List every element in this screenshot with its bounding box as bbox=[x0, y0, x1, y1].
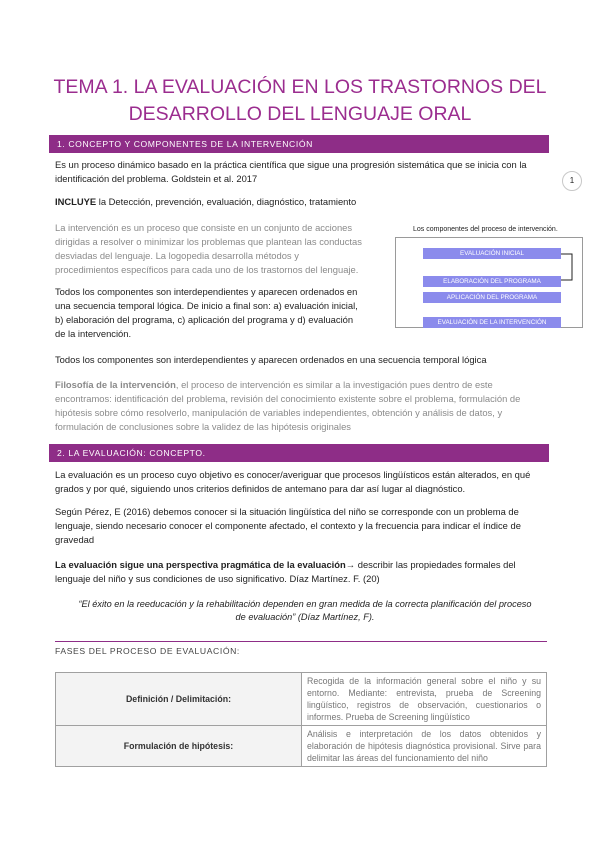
text-line: Todos los componentes son interdependientes y aparecen ordenados en bbox=[55, 286, 358, 297]
diagram-box-evaluacion-intervencion: EVALUACIÓN DE LA INTERVENCIÓN bbox=[423, 317, 561, 328]
title-line-1: TEMA 1. LA EVALUACIÓN EN LOS TRASTORNOS DEL bbox=[53, 76, 547, 98]
section-2-paragraph-1 bbox=[55, 468, 547, 496]
text-line: hipótesis sobre cómo resolverlo, manipulación de variables independientes, obtención y análisis de datos, y bbox=[55, 407, 503, 418]
quote bbox=[70, 598, 540, 624]
table-cell-text: Recogida de la información general sobre el niño y su entorno. Mediante: entrevista, prueba de Screening lingüístico, registros de observación, cuestionarios o informes. Prueba de Screening lingüístico bbox=[302, 673, 547, 726]
text-line: formulación de conclusiones sobre la validez de las hipótesis originales bbox=[55, 421, 351, 432]
includes-label: INCLUYE bbox=[55, 196, 97, 207]
section-2-paragraph-3 bbox=[55, 558, 547, 586]
text-line: La intervención es un proceso que consiste en un conjunto de acciones bbox=[55, 222, 353, 233]
text-line: lenguaje, siendo necesario conocer el componente afectado, el contexto y la frecuencia para indicar el índice de bbox=[55, 520, 521, 531]
text-line: lenguaje del niño y sus condiciones de uso significativo. Díaz Martínez. F. (20) bbox=[55, 573, 380, 584]
text-line: Es un proceso dinámico basado en la práctica científica que sigue una progresión sistemática que se inicia con la bbox=[55, 159, 527, 170]
section-1-paragraph-3 bbox=[55, 221, 375, 277]
text-line: grados y por qué, siguiendo unos criterios definidos de antemano para dar así lugar al diagnóstico. bbox=[55, 483, 466, 494]
diagram-box-aplicacion: APLICACIÓN DEL PROGRAMA bbox=[423, 292, 561, 303]
text-line: dirigidas a resolver o minimizar los problemas que plantean las conductas bbox=[55, 236, 362, 247]
section-1-paragraph-4 bbox=[55, 285, 375, 341]
text-line: b) elaboración del programa, c) aplicación del programa y d) evaluación bbox=[55, 314, 354, 325]
title-line-2: DESARROLLO DEL LENGUAJE ORAL bbox=[128, 103, 472, 125]
quote-line: de evaluación” (Díaz Martínez, F). bbox=[235, 612, 375, 622]
text-line: una secuencia temporal lógica. De inicio a final son: a) evaluación inicial, bbox=[55, 300, 358, 311]
text-line: La evaluación es un proceso cuyo objetivo es conocer/averiguar que procesos lingüísticos están alterados, en qué bbox=[55, 469, 531, 480]
table-cell-label: Definición / Delimitación: bbox=[56, 673, 302, 726]
pragmatic-label: La evaluación sigue una perspectiva pragmática de la evaluación bbox=[55, 559, 346, 570]
text-line: de la intervención. bbox=[55, 328, 132, 339]
section-1-includes bbox=[55, 195, 547, 209]
section-1-paragraph-1 bbox=[55, 158, 547, 186]
filosofia-label: Filosofía de la intervención bbox=[55, 379, 176, 390]
section-1-heading: 1. CONCEPTO Y COMPONENTES DE LA INTERVENCIÓN bbox=[49, 135, 549, 153]
section-1-paragraph-6 bbox=[55, 378, 547, 434]
includes-text: la Detección, prevención, evaluación, diagnóstico, tratamiento bbox=[96, 196, 357, 207]
table-row bbox=[56, 726, 547, 767]
text-line: identificación del problema. Goldstein et al. 2017 bbox=[55, 173, 258, 184]
diagram-box-elaboracion: ELABORACIÓN DEL PROGRAMA bbox=[423, 276, 561, 287]
text-line: desviadas del lenguaje. La logopedia desarrolla métodos y bbox=[55, 250, 299, 261]
table-row bbox=[56, 673, 547, 726]
page-title bbox=[40, 74, 560, 128]
text-line: → describir las propiedades formales del bbox=[345, 559, 516, 570]
diagram-connector bbox=[560, 252, 580, 284]
table-cell-text: Análisis e interpretación de los datos obtenidos y elaboración de hipótesis diagnóstica provisional. Sirve para delimitar las áreas del funcionamiento del niño bbox=[302, 726, 547, 767]
divider bbox=[55, 641, 547, 642]
fases-heading: FASES DEL PROCESO DE EVALUACIÓN: bbox=[55, 646, 240, 656]
table-cell-label: Formulación de hipótesis: bbox=[56, 726, 302, 767]
quote-line: “El éxito en la reeducación y la rehabilitación dependen en gran medida de la correcta planificación del proceso bbox=[78, 599, 532, 609]
section-1-paragraph-5: Todos los componentes son interdependientes y aparecen ordenados en una secuencia temporal lógica bbox=[55, 354, 487, 365]
diagram-title: Los componentes del proceso de intervención. bbox=[413, 226, 558, 233]
section-2-heading: 2. LA EVALUACIÓN: CONCEPTO. bbox=[49, 444, 549, 462]
text-line: gravedad bbox=[55, 534, 95, 545]
section-2-paragraph-2 bbox=[55, 505, 547, 547]
diagram-box-evaluacion-inicial: EVALUACIÓN INICIAL bbox=[423, 248, 561, 259]
text-line: encontramos: identificación del problema, revisión del conocimiento existente sobre el problema, formulación de bbox=[55, 393, 521, 404]
text-line: Según Pérez, E (2016) debemos conocer si la situación lingüística del niño se corresponde con un problema de bbox=[55, 506, 519, 517]
text-line: procedimientos específicos para cada uno de los trastornos del lenguaje. bbox=[55, 264, 359, 275]
phases-table bbox=[55, 672, 547, 767]
page-number-badge: 1 bbox=[562, 171, 582, 191]
text-line: , el proceso de intervención es similar a la investigación pues dentro de este bbox=[175, 379, 493, 390]
